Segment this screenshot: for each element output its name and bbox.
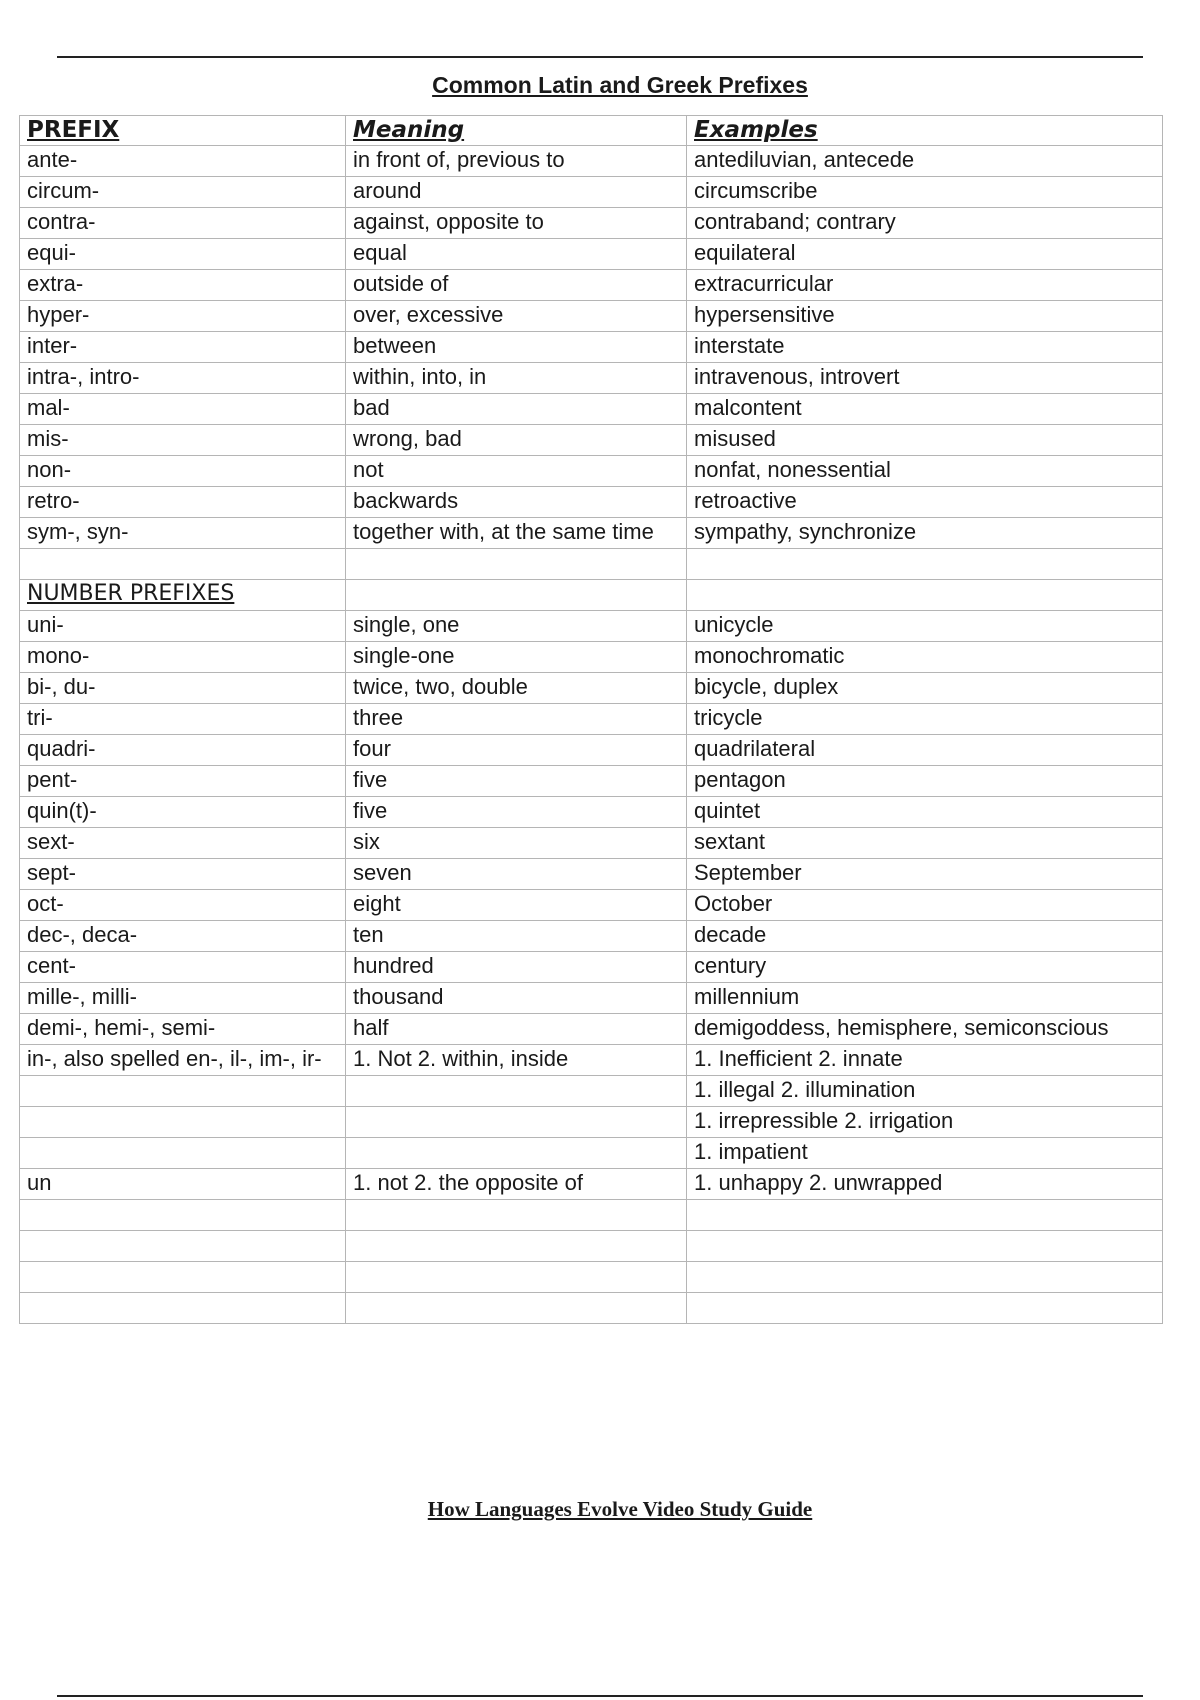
prefix-cell: [20, 1076, 346, 1107]
examples-cell: antediluvian, antecede: [687, 146, 1163, 177]
prefix-cell: contra-: [20, 208, 346, 239]
meaning-cell: hundred: [346, 952, 687, 983]
footer-title: How Languages Evolve Video Study Guide: [427, 1497, 813, 1521]
prefix-cell: demi-, hemi-, semi-: [20, 1014, 346, 1045]
table-row: [20, 1107, 1163, 1138]
examples-cell: interstate: [687, 332, 1163, 363]
prefix-cell: tri-: [20, 704, 346, 735]
table-header-row: [20, 116, 1163, 146]
prefix-cell: hyper-: [20, 301, 346, 332]
prefix-cell: [20, 549, 346, 580]
examples-cell: misused: [687, 425, 1163, 456]
meaning-cell: eight: [346, 890, 687, 921]
document-title: Common Latin and Greek Prefixes: [432, 72, 808, 98]
prefix-cell: dec-, deca-: [20, 921, 346, 952]
table-row: [20, 611, 1163, 642]
examples-cell: unicycle: [687, 611, 1163, 642]
examples-cell: intravenous, introvert: [687, 363, 1163, 394]
table-row: [20, 642, 1163, 673]
prefix-cell: sext-: [20, 828, 346, 859]
prefix-cell: equi-: [20, 239, 346, 270]
prefix-cell: retro-: [20, 487, 346, 518]
examples-cell: 1. impatient: [687, 1138, 1163, 1169]
prefix-cell: quin(t)-: [20, 797, 346, 828]
examples-cell: bicycle, duplex: [687, 673, 1163, 704]
table-row: [20, 704, 1163, 735]
table-row: [20, 1262, 1163, 1293]
section-empty-examples: [687, 580, 1163, 611]
meaning-cell: twice, two, double: [346, 673, 687, 704]
meaning-cell: thousand: [346, 983, 687, 1014]
table-row: [20, 766, 1163, 797]
prefix-cell: pent-: [20, 766, 346, 797]
table-row: [20, 983, 1163, 1014]
examples-cell: millennium: [687, 983, 1163, 1014]
prefix-cell: circum-: [20, 177, 346, 208]
prefix-cell: extra-: [20, 270, 346, 301]
table-row: [20, 921, 1163, 952]
meaning-cell: single, one: [346, 611, 687, 642]
meaning-cell: [346, 1231, 687, 1262]
prefix-cell: in-, also spelled en-, il-, im-, ir-: [20, 1045, 346, 1076]
table-row: [20, 890, 1163, 921]
prefix-cell: intra-, intro-: [20, 363, 346, 394]
examples-cell: equilateral: [687, 239, 1163, 270]
table-row: [20, 177, 1163, 208]
examples-cell: pentagon: [687, 766, 1163, 797]
examples-cell: contraband; contrary: [687, 208, 1163, 239]
prefix-cell: bi-, du-: [20, 673, 346, 704]
meaning-cell: seven: [346, 859, 687, 890]
table-row: [20, 859, 1163, 890]
examples-cell: circumscribe: [687, 177, 1163, 208]
examples-cell: [687, 1293, 1163, 1324]
prefix-cell: mono-: [20, 642, 346, 673]
meaning-cell: five: [346, 797, 687, 828]
meaning-cell: three: [346, 704, 687, 735]
meaning-cell: [346, 1293, 687, 1324]
table-row: [20, 549, 1163, 580]
examples-cell: sextant: [687, 828, 1163, 859]
meaning-cell: against, opposite to: [346, 208, 687, 239]
prefix-cell: [20, 1262, 346, 1293]
examples-cell: extracurricular: [687, 270, 1163, 301]
header-examples: Examples: [687, 116, 1163, 146]
prefix-table: [19, 115, 1163, 1324]
meaning-cell: within, into, in: [346, 363, 687, 394]
prefix-cell: sept-: [20, 859, 346, 890]
meaning-cell: wrong, bad: [346, 425, 687, 456]
meaning-cell: single-one: [346, 642, 687, 673]
section-row: [20, 580, 1163, 611]
table-row: [20, 146, 1163, 177]
table-row: [20, 1076, 1163, 1107]
prefix-cell: [20, 1107, 346, 1138]
meaning-cell: between: [346, 332, 687, 363]
examples-cell: [687, 1200, 1163, 1231]
table-row: [20, 239, 1163, 270]
table-row: [20, 735, 1163, 766]
table-row: [20, 518, 1163, 549]
meaning-cell: four: [346, 735, 687, 766]
prefix-cell: oct-: [20, 890, 346, 921]
meaning-cell: [346, 549, 687, 580]
table-row: [20, 394, 1163, 425]
table-row: [20, 270, 1163, 301]
meaning-cell: [346, 1262, 687, 1293]
table-row: [20, 1200, 1163, 1231]
examples-cell: [687, 549, 1163, 580]
examples-cell: sympathy, synchronize: [687, 518, 1163, 549]
meaning-cell: five: [346, 766, 687, 797]
prefix-cell: cent-: [20, 952, 346, 983]
top-rule: [57, 56, 1143, 58]
meaning-cell: together with, at the same time: [346, 518, 687, 549]
meaning-cell: not: [346, 456, 687, 487]
table-row: [20, 487, 1163, 518]
examples-cell: 1. Inefficient 2. innate: [687, 1045, 1163, 1076]
table-row: [20, 1045, 1163, 1076]
table-row: [20, 1169, 1163, 1200]
number-prefixes-heading: NUMBER PREFIXES: [20, 580, 346, 611]
meaning-cell: 1. not 2. the opposite of: [346, 1169, 687, 1200]
table-row: [20, 1293, 1163, 1324]
meaning-cell: in front of, previous to: [346, 146, 687, 177]
examples-cell: malcontent: [687, 394, 1163, 425]
examples-cell: hypersensitive: [687, 301, 1163, 332]
meaning-cell: ten: [346, 921, 687, 952]
prefix-cell: inter-: [20, 332, 346, 363]
table-row: [20, 332, 1163, 363]
meaning-cell: six: [346, 828, 687, 859]
prefix-cell: quadri-: [20, 735, 346, 766]
table-row: [20, 828, 1163, 859]
meaning-cell: [346, 1200, 687, 1231]
table-row: [20, 1014, 1163, 1045]
table-row: [20, 673, 1163, 704]
table-row: [20, 208, 1163, 239]
table-row: [20, 1231, 1163, 1262]
meaning-cell: outside of: [346, 270, 687, 301]
meaning-cell: [346, 1076, 687, 1107]
table-row: [20, 952, 1163, 983]
bottom-rule: [57, 1695, 1143, 1697]
prefix-cell: mille-, milli-: [20, 983, 346, 1014]
meaning-cell: equal: [346, 239, 687, 270]
prefix-cell: uni-: [20, 611, 346, 642]
header-prefix: PREFIX: [20, 116, 346, 146]
table-row: [20, 301, 1163, 332]
meaning-cell: half: [346, 1014, 687, 1045]
table-row: [20, 363, 1163, 394]
prefix-cell: [20, 1200, 346, 1231]
table-row: [20, 797, 1163, 828]
examples-cell: 1. unhappy 2. unwrapped: [687, 1169, 1163, 1200]
prefix-cell: [20, 1293, 346, 1324]
examples-cell: quadrilateral: [687, 735, 1163, 766]
meaning-cell: backwards: [346, 487, 687, 518]
examples-cell: retroactive: [687, 487, 1163, 518]
examples-cell: [687, 1231, 1163, 1262]
examples-cell: [687, 1262, 1163, 1293]
examples-cell: demigoddess, hemisphere, semiconscious: [687, 1014, 1163, 1045]
prefix-cell: sym-, syn-: [20, 518, 346, 549]
examples-cell: nonfat, nonessential: [687, 456, 1163, 487]
prefix-cell: mis-: [20, 425, 346, 456]
meaning-cell: [346, 1107, 687, 1138]
meaning-cell: [346, 1138, 687, 1169]
examples-cell: century: [687, 952, 1163, 983]
meaning-cell: bad: [346, 394, 687, 425]
examples-cell: quintet: [687, 797, 1163, 828]
meaning-cell: around: [346, 177, 687, 208]
examples-cell: 1. illegal 2. illumination: [687, 1076, 1163, 1107]
examples-cell: 1. irrepressible 2. irrigation: [687, 1107, 1163, 1138]
prefix-cell: [20, 1138, 346, 1169]
prefix-cell: mal-: [20, 394, 346, 425]
prefix-cell: ante-: [20, 146, 346, 177]
meaning-cell: over, excessive: [346, 301, 687, 332]
section-empty-meaning: [346, 580, 687, 611]
examples-cell: September: [687, 859, 1163, 890]
table-row: [20, 456, 1163, 487]
examples-cell: October: [687, 890, 1163, 921]
examples-cell: decade: [687, 921, 1163, 952]
header-meaning: Meaning: [346, 116, 687, 146]
examples-cell: monochromatic: [687, 642, 1163, 673]
prefix-cell: un: [20, 1169, 346, 1200]
table-row: [20, 1138, 1163, 1169]
table-row: [20, 425, 1163, 456]
examples-cell: tricycle: [687, 704, 1163, 735]
prefix-cell: non-: [20, 456, 346, 487]
meaning-cell: 1. Not 2. within, inside: [346, 1045, 687, 1076]
table-body: [20, 146, 1163, 1324]
prefix-cell: [20, 1231, 346, 1262]
